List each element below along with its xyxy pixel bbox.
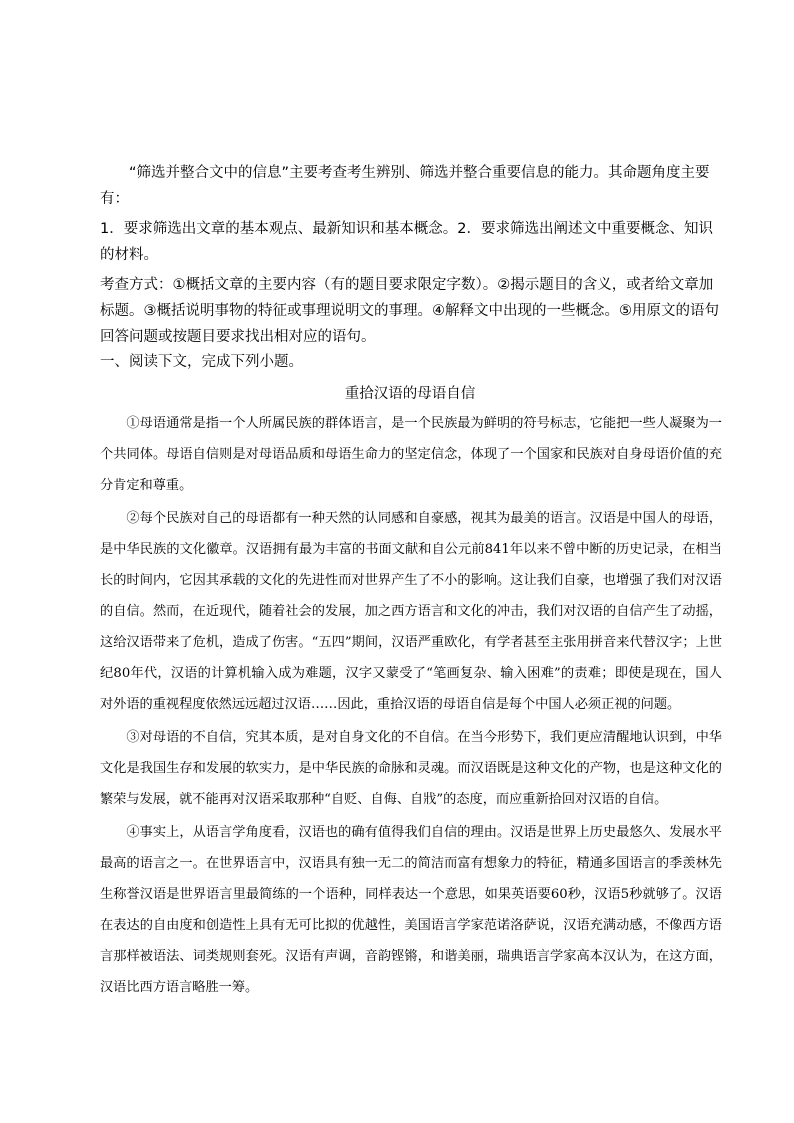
intro-line-2: 1．要求筛选出文章的基本观点、最新知识和基本概念。2．要求筛选出阐述文中重要概念、知识的材料。 (100, 221, 713, 263)
article-title: 重拾汉语的母语自信 (344, 386, 476, 402)
article-paragraph-2: ②每个民族对自己的母语都有一种天然的认同感和自豪感，视其为最美的语言。汉语是中国人的母语，是中华民族的文化徽章。汉语拥有最为丰富的书面文献和自公元前841年以来不曾中断的历史记录，在相当长的时间内，它因其承载的文化的先进性而对世界产生了不小的影响。这让我们自豪，也增强了我们对汉语的自信。然而，在近现代，随着社会的发展，加之西方语言和文化的冲击，我们对汉语的自信产生了动摇，这给汉语带来了危机，造成了伤害。“五四”期间，汉语严重欧化，有学者甚至主张用拼音来代替汉字；上世纪80年代，汉语的计算机输入成为难题，汉字又蒙受了“笔画复杂、输入困难”的责难；即使是现在，国人对外语的重视程度依然远远超过汉语……因此，重拾汉语的母语自信是每个中国人必须正视的问题。 (100, 511, 722, 712)
article-body (100, 408, 722, 1005)
article-paragraph-3: ③对母语的不自信，究其本质，是对自身文化的不自信。在当今形势下，我们更应清醒地认识到，中华文化是我国生存和发展的软实力，是中华民族的命脉和灵魂。而汉语既是这种文化的产物，也是这种文化的繁荣与发展，就不能再对汉语采取那种“自贬、自侮、自戕”的态度，而应重新拾回对汉语的自信。 (100, 730, 722, 807)
intro-section (100, 160, 722, 354)
article-paragraph-4: ④事实上，从语言学角度看，汉语也的确有值得我们自信的理由。汉语是世界上历史最悠久、发展水平最高的语言之一。在世界语言中，汉语具有独一无二的简洁而富有想象力的特征，精通多国语言的季羡林先生称誉汉语是世界语言里最简练的一个语种，同样表达一个意思，如果英语要60秒，汉语5秒就够了。汉语在表达的自由度和创造性上具有无可比拟的优越性，美国语言学家范诺洛萨说，汉语充满动感，不像西方语言那样被语法、词类规则套死。汉语有声调，音韵铿锵，和谐美丽，瑞典语言学家高本汉认为，在这方面，汉语比西方语言略胜一筹。 (100, 825, 722, 995)
question-heading: 一、阅读下文，完成下列小题。 (100, 354, 303, 370)
intro-line-1: “筛选并整合文中的信息”主要考查考生辨别、筛选并整合重要信息的能力。其命题角度主要有： (100, 165, 710, 207)
intro-line-3: 考查方式：①概括文章的主要内容（有的题目要求限定字数）。②揭示题目的含义，或者给文章加标题。③概括说明事物的特征或事理说明文的事理。④解释文中出现的一些概念。⑤用原文的语句回答问题或按题目要求找出相对应的语句。 (100, 277, 719, 345)
article-paragraph-1: ①母语通常是指一个人所属民族的群体语言，是一个民族最为鲜明的符号标志，它能把一些人凝聚为一个共同体。母语自信则是对母语品质和母语生命力的坚定信念，体现了一个国家和民族对自身母语价值的充分肯定和尊重。 (100, 416, 722, 493)
